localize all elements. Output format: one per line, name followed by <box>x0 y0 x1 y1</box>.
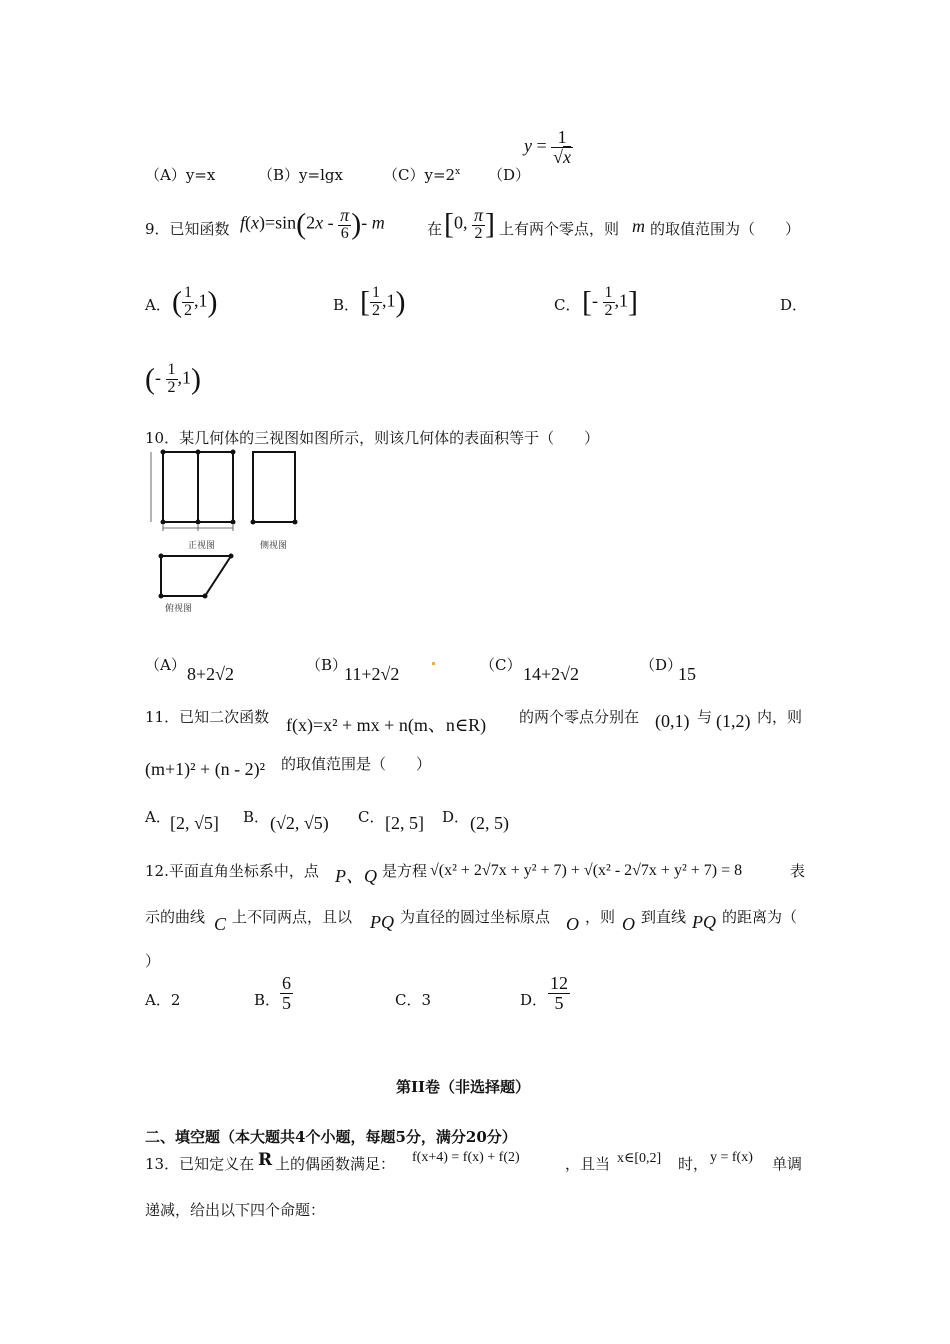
q12-suffix1: 表 <box>790 862 806 880</box>
q10-option-b-label: （B） <box>306 656 348 674</box>
q9-option-b-label: B． <box>333 296 360 314</box>
q12-line2c: 为直径的圆过坐标原点 <box>400 908 551 926</box>
q12-origin-o1: O <box>566 914 579 934</box>
q9-option-a-label: A． <box>145 296 171 314</box>
q11-suffix: 内，则 <box>757 708 803 726</box>
side-view-label: 侧视图 <box>260 541 288 551</box>
q9-option-b: [ $\frac{1}{2}$ ,1) <box>360 284 406 319</box>
q10-option-c-label: （C） <box>480 656 522 674</box>
q13-mid1: 上的偶函数满足： <box>275 1155 396 1173</box>
q9-option-a: ( $\frac{1}{2}$ ,1) <box>172 284 218 319</box>
q9-option-c: [- $\frac{1}{2}$ ,1] <box>582 284 638 319</box>
q11-mid2: 与 <box>697 708 713 726</box>
q11-option-c: [2, 5] <box>385 813 424 833</box>
q9-option-c-label: C． <box>554 296 581 314</box>
q11-option-a-label: A． <box>145 808 171 826</box>
q12-prefix: 12.平面直角坐标系中，点 <box>145 862 319 880</box>
q9-suffix2: 的取值范围为（ ） <box>650 220 801 238</box>
section-title: 第II卷（非选择题） <box>396 1078 531 1096</box>
q12-option-b-label: B． <box>254 991 281 1009</box>
q12-option-d: $\frac{12}{5}$ <box>550 973 568 1013</box>
q9-function-formula: f(x)=sin(2x - $\frac{\pi}{6}$ )- m <box>240 205 385 242</box>
q10-option-a-label: （A） <box>145 656 186 674</box>
q11-option-a: [2, √5] <box>170 813 219 833</box>
q12-mid1: 是方程 <box>382 862 428 880</box>
q13-line2: 递减，给出以下四个命题： <box>145 1201 326 1219</box>
q12-curve-c: C <box>214 914 227 934</box>
q11-interval2: (1,2) <box>716 711 751 731</box>
q8-option-d: （D） <box>488 166 531 184</box>
q12-pq3: PQ <box>692 912 716 932</box>
stray-dot <box>432 662 435 665</box>
q10-option-d: 15 <box>678 664 696 684</box>
q13-suffix: 单调 <box>772 1155 803 1173</box>
q9-interval: [0, $\frac{\pi}{2}$ ] <box>444 205 496 242</box>
q11-expression-suffix: 的取值范围是（ ） <box>281 755 432 773</box>
q10-option-d-label: （D） <box>640 656 683 674</box>
q12-line2d: ，则 <box>585 908 616 926</box>
q13-prefix: 13．已知定义在 <box>145 1155 255 1173</box>
q12-option-d-label: D． <box>520 991 548 1009</box>
q11-formula: f(x)=x² + mx + n(m、n∈R) <box>286 715 487 735</box>
q11-option-b: (√2, √5) <box>270 813 329 833</box>
front-view-label: 正视图 <box>188 541 216 551</box>
q13-mid2: ，且当 <box>565 1155 611 1173</box>
q8-option-c: $(C)y=2^x$ <box>383 166 461 184</box>
three-view-figure <box>145 446 315 616</box>
q11-option-c-label: C． <box>358 808 385 826</box>
q12-line3: ） <box>145 952 161 970</box>
q12-points-pq: P、Q <box>335 866 377 886</box>
q12-equation: √(x² + 2√7x + y² + 7) + √(x² - 2√7x + y² + 7) = 8 <box>430 862 743 879</box>
q12-option-a: A．2 <box>145 991 181 1009</box>
q11-option-d-label: D． <box>442 808 470 826</box>
q9-mid: 在 <box>427 220 443 238</box>
q8-option-b: （B）y=lgx <box>258 166 343 184</box>
q11-option-b-label: B． <box>243 808 270 826</box>
q11-expression: (m+1)² + (n - 2)² <box>145 759 266 779</box>
q12-pq2: PQ <box>370 912 394 932</box>
q13-condition: x∈[0,2] <box>617 1151 662 1166</box>
q9-prefix: 9．已知函数 <box>145 220 230 238</box>
top-view-label: 俯视图 <box>165 604 193 614</box>
q10-text: 10．某几何体的三视图如图所示，则该几何体的表面积等于（ ） <box>145 429 600 447</box>
q11-mid1: 的两个零点分别在 <box>519 708 640 726</box>
q12-option-b: $\frac{6}{5}$ <box>282 973 291 1013</box>
q12-origin-o2: O <box>622 914 635 934</box>
q12-line2b: 上不同两点，且以 <box>232 908 353 926</box>
q12-line2a: 示的曲线 <box>145 908 206 926</box>
q11-option-d: (2, 5) <box>470 813 509 833</box>
q9-option-d-label: D． <box>780 296 808 314</box>
q12-line2f: 的距离为（ <box>722 908 798 926</box>
q11-interval1: (0,1) <box>655 711 690 731</box>
q8-option-d-formula: y = $\frac{1}{√x}$ <box>524 127 572 167</box>
q9-suffix1: 上有两个零点，则 <box>499 220 620 238</box>
section-heading: 二、填空题（本大题共4个小题，每题5分，满分20分） <box>145 1128 517 1146</box>
q9-option-d: (- $\frac{1}{2}$ ,1) <box>145 361 201 396</box>
q13-mid3: 时， <box>678 1155 709 1173</box>
q10-option-c: 14+2√2 <box>523 664 580 684</box>
q11-prefix: 11．已知二次函数 <box>145 708 270 726</box>
q9-var-m: m <box>632 216 645 236</box>
q13-formula: f(x+4) = f(x) + f(2) <box>412 1150 520 1165</box>
q10-option-a: 8+2√2 <box>187 664 235 684</box>
q12-line2e: 到直线 <box>641 908 687 926</box>
q8-option-a: （A）y=x <box>145 166 216 184</box>
q13-yfx: y = f(x) <box>710 1150 753 1165</box>
q10-option-b: 11+2√2 <box>344 664 400 684</box>
q13-set-r: R <box>258 1150 273 1170</box>
q12-option-c: C．3 <box>395 991 432 1009</box>
